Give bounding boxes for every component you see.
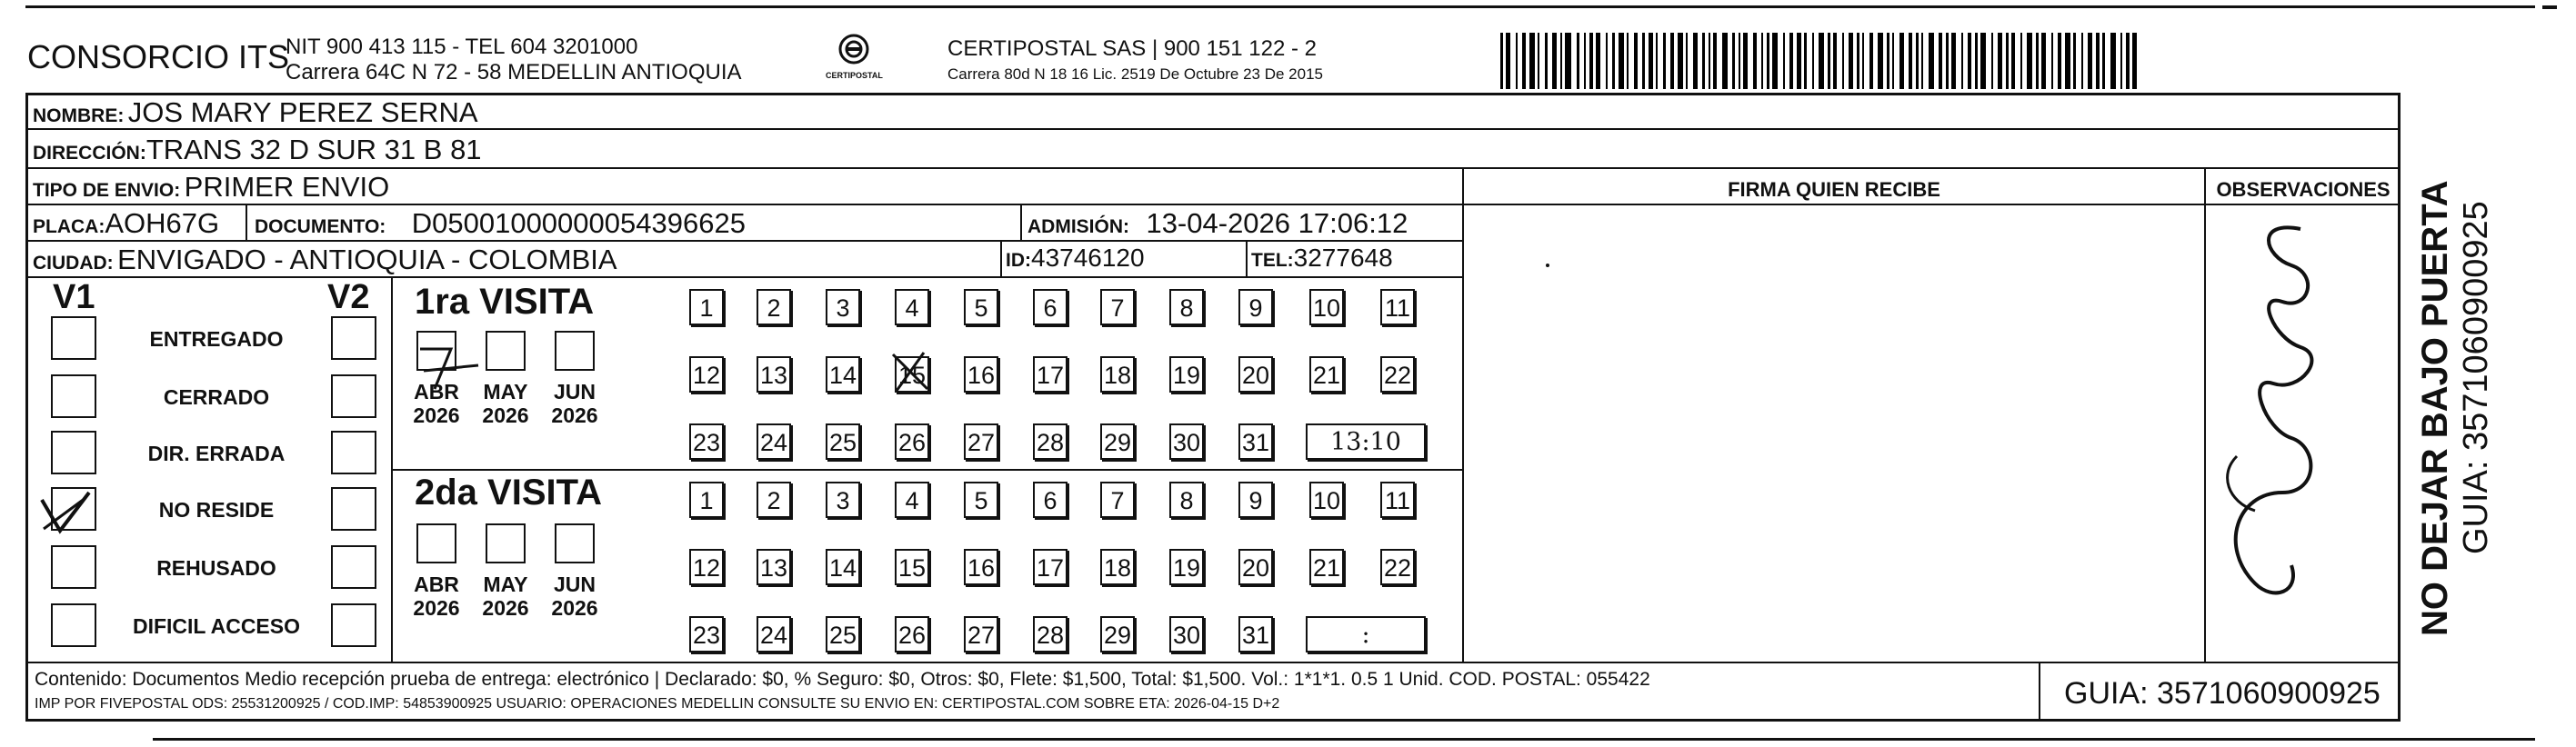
second-visit-month-checkbox[interactable] [555, 523, 595, 563]
barcode-bar [1560, 33, 1562, 89]
month-name: ABR [414, 573, 459, 596]
month-year: 2026 [413, 596, 460, 620]
barcode-bar [1761, 33, 1763, 89]
barcode-bar [1975, 33, 1978, 89]
barcode-bar [1686, 33, 1688, 89]
barcode-bar [1819, 33, 1824, 89]
bottom-rule [153, 738, 2535, 741]
second-visit-day-cell[interactable]: 8 [1169, 482, 1204, 518]
second-visit-day-cell[interactable]: 27 [964, 616, 998, 652]
status-label: REHUSADO [156, 556, 276, 580]
barcode-bar [2020, 33, 2022, 89]
placa-label: PLACA: [33, 216, 105, 237]
barcode-bar [1951, 33, 1956, 89]
second-visit-day-cell[interactable]: 25 [826, 616, 860, 652]
barcode-bar [1783, 33, 1785, 89]
second-visit-day-cell[interactable]: 23 [689, 616, 724, 652]
barcode-bar [1663, 33, 1666, 89]
first-visit-day-cell[interactable]: 10 [1309, 289, 1344, 325]
observaciones-header: OBSERVACIONES [2216, 178, 2391, 201]
barcode-bar [1753, 33, 1757, 89]
second-visit-day-cell[interactable]: 14 [826, 549, 860, 585]
imp-line: IMP POR FIVEPOSTAL ODS: 25531200925 / COD.IMP: 54853900925 USUARIO: OPERACIONES MEDELLIN CONSULTE SU ENVIO EN: CERTIPOSTAL.COM SOBRE ETA: 2026-04-15 D+2 [35, 696, 1280, 712]
month-year: 2026 [551, 596, 598, 620]
barcode-bar [1577, 33, 1579, 89]
barcode-bar [1722, 33, 1728, 89]
second-visit-day-cell[interactable]: 17 [1033, 549, 1067, 585]
barcode-bar [1961, 33, 1963, 89]
month-name: MAY [483, 573, 528, 596]
barcode-bar [1693, 33, 1698, 89]
certipostal-line: CERTIPOSTAL SAS | 900 151 122 - 2 [947, 36, 1317, 61]
barcode-bar [1634, 33, 1638, 89]
first-visit-day-cell[interactable]: 21 [1309, 356, 1344, 393]
second-visit-day-cell[interactable]: 31 [1238, 616, 1273, 652]
barcode-bar [1522, 33, 1526, 89]
barcode-bar [1516, 33, 1518, 89]
month-name: ABR [414, 380, 459, 403]
barcode-bar [1899, 33, 1904, 89]
status-label: DIR. ERRADA [147, 442, 286, 465]
first-visit-day-cell[interactable]: 27 [964, 423, 998, 460]
v2-checkbox[interactable] [331, 487, 376, 531]
certipostal-logo [826, 31, 883, 85]
documento-value: D05001000000054396625 [411, 207, 746, 239]
id-value: 43746120 [1031, 244, 1145, 272]
barcode-bar [1739, 33, 1740, 89]
barcode-bar [1916, 33, 1919, 89]
id-label: ID: [1006, 250, 1031, 271]
barcode-bar [2096, 33, 2100, 89]
first-visit-time-box[interactable]: 13:10 [1306, 423, 1426, 460]
barcode-bar [1529, 33, 1535, 89]
logo-text: CERTIPOSTAL [826, 71, 883, 80]
second-visit-day-cell[interactable]: 15 [895, 549, 929, 585]
barcode-bar [1612, 33, 1615, 89]
v1-checkbox[interactable] [51, 316, 96, 360]
barcode-bar [2011, 33, 2015, 89]
first-visit-month-checkbox[interactable] [555, 331, 595, 371]
barcode [1500, 33, 2182, 89]
first-visit-day-cell[interactable]: 22 [1380, 356, 1415, 393]
barcode-bar [1565, 33, 1571, 89]
second-visit-day-cell[interactable]: 6 [1033, 482, 1067, 518]
barcode-bar [1968, 33, 1971, 89]
barcode-bar [1869, 33, 1873, 89]
second-visit-day-cell[interactable]: 4 [895, 482, 929, 518]
v1-checkbox[interactable] [51, 431, 96, 474]
barcode-bar [1670, 33, 1674, 89]
day-15-cross-mark [887, 349, 933, 394]
barcode-bar [2110, 33, 2116, 89]
second-visit-time-box[interactable]: : [1306, 616, 1426, 652]
barcode-bar [1887, 33, 1889, 89]
status-label: NO RESIDE [158, 498, 275, 522]
handwritten-signature [2200, 202, 2337, 629]
v2-checkbox[interactable] [331, 431, 376, 474]
tel-value: 3277648 [1293, 244, 1393, 272]
barcode-bar [1596, 33, 1600, 89]
barcode-bar [1921, 33, 1923, 89]
barcode-bar [1656, 33, 1658, 89]
no-reside-check-mark [36, 487, 109, 542]
second-visit-day-cell[interactable]: 22 [1380, 549, 1415, 585]
v2-checkbox[interactable] [331, 545, 376, 589]
barcode-bar [1797, 33, 1801, 89]
second-visit-day-cell[interactable]: 12 [689, 549, 724, 585]
first-visit-day-cell[interactable]: 26 [895, 423, 929, 460]
tipo-label: TIPO DE ENVIO: [33, 180, 181, 201]
second-visit-day-cell[interactable]: 7 [1100, 482, 1135, 518]
company-name: CONSORCIO ITS [27, 38, 290, 75]
footer-guia: GUIA: 3571060900925 [2064, 676, 2381, 711]
second-visit-month-checkbox[interactable] [416, 523, 456, 563]
barcode-bar [1772, 33, 1778, 89]
barcode-bar [1833, 33, 1837, 89]
second-visit-day-cell[interactable]: 13 [757, 549, 791, 585]
nombre-label: NOMBRE: [33, 105, 125, 126]
first-visit-day-cell[interactable]: 6 [1033, 289, 1067, 325]
ciudad-value: ENVIGADO - ANTIOQUIA - COLOMBIA [117, 244, 617, 275]
barcode-bar [1732, 33, 1735, 89]
barcode-bar [2132, 33, 2137, 89]
documento-label: DOCUMENTO: [255, 216, 386, 237]
barcode-bar [2027, 33, 2032, 89]
first-visit-day-cell[interactable]: 7 [1100, 289, 1135, 325]
barcode-bar [1857, 33, 1859, 89]
first-visit-day-cell[interactable]: 29 [1100, 423, 1135, 460]
month-name: JUN [553, 573, 596, 596]
barcode-bar [2073, 33, 2076, 89]
month-year: 2026 [482, 403, 529, 427]
barcode-bar [2036, 33, 2039, 89]
first-visit-day-cell[interactable]: 5 [964, 289, 998, 325]
status-label: DIFICIL ACCESO [132, 614, 300, 638]
contenido-line: Contenido: Documentos Medio recepción prueba de entrega: electrónico | Declarado: $0, % Seguro: $0, Otros: $0, Flete: $1,500, Total: $1,500. Vol.: 1*1*1. 0.5 1 Unid. COD. POSTAL: 055422 [35, 669, 1650, 690]
barcode-bar [1929, 33, 1934, 89]
second-visit-day-cell[interactable]: 3 [826, 482, 860, 518]
placa-value: AOH67G [105, 207, 220, 239]
first-visit-day-cell[interactable]: 3 [826, 289, 860, 325]
first-visit-day-cell[interactable]: 9 [1238, 289, 1273, 325]
first-visit-day-cell[interactable]: 17 [1033, 356, 1067, 393]
barcode-bar [1828, 33, 1830, 89]
first-visit-day-cell[interactable]: 23 [689, 423, 724, 460]
second-visit-day-cell[interactable]: 16 [964, 549, 998, 585]
second-visit-month-label [409, 573, 464, 620]
first-visit-day-cell[interactable]: 16 [964, 356, 998, 393]
v2-label: V2 [327, 278, 370, 316]
barcode-bar [2126, 33, 2130, 89]
firma-dot [1546, 264, 1549, 267]
barcode-bar [1538, 33, 1539, 89]
status-label: CERRADO [163, 385, 270, 409]
top-rule [25, 5, 2535, 8]
first-visit-day-cell[interactable]: 13 [757, 356, 791, 393]
barcode-bar [1980, 33, 1986, 89]
barcode-bar [1627, 33, 1629, 89]
second-visit-day-cell[interactable]: 9 [1238, 482, 1273, 518]
no-dejar-bajo-puerta: NO DEJAR BAJO PUERTA [2415, 180, 2455, 636]
second-visit-month-label [478, 573, 533, 620]
barcode-bar [2006, 33, 2009, 89]
tipo-value: PRIMER ENVIO [184, 171, 390, 203]
month-year: 2026 [551, 403, 598, 427]
first-visit-day-cell[interactable]: 30 [1169, 423, 1204, 460]
second-visit-day-cell[interactable]: 5 [964, 482, 998, 518]
second-visit-day-cell[interactable]: 19 [1169, 549, 1204, 585]
barcode-bar [1862, 33, 1864, 89]
second-visit-month-label [547, 573, 602, 620]
firma-header: FIRMA QUIEN RECIBE [1728, 178, 1940, 201]
v2-checkbox[interactable] [331, 603, 376, 647]
second-visit-day-cell[interactable]: 1 [689, 482, 724, 518]
first-visit-day-cell[interactable]: 14 [826, 356, 860, 393]
admision-label: ADMISIÓN: [1027, 216, 1129, 237]
status-label: ENTREGADO [149, 327, 284, 351]
barcode-bar [1804, 33, 1807, 89]
barcode-bar [2058, 33, 2061, 89]
v2-checkbox[interactable] [331, 316, 376, 360]
barcode-bar [1743, 33, 1748, 89]
second-visit-title: 2da VISITA [415, 473, 602, 513]
month-name: MAY [483, 380, 528, 403]
admision-value: 13-04-2026 17:06:12 [1146, 207, 1408, 239]
first-visit-day-cell[interactable]: 20 [1238, 356, 1273, 393]
certipostal-address: Carrera 80d N 18 16 Lic. 2519 De Octubre 23 De 2015 [947, 65, 1323, 83]
barcode-bar [1946, 33, 1949, 89]
barcode-bar [2041, 33, 2046, 89]
barcode-bar [1584, 33, 1586, 89]
barcode-bar [1589, 33, 1593, 89]
first-visit-day-cell[interactable]: 11 [1380, 289, 1415, 325]
nit-line: NIT 900 413 115 - TEL 604 3201000 [286, 35, 638, 59]
first-visit-day-cell[interactable]: 8 [1169, 289, 1204, 325]
ciudad-label: CIUDAD: [33, 253, 114, 274]
barcode-bar [1892, 33, 1894, 89]
first-visit-day-cell[interactable]: 15 [895, 356, 929, 393]
month-year: 2026 [413, 403, 460, 427]
direccion-label: DIRECCIÓN: [33, 143, 146, 164]
first-visit-day-cell[interactable]: 2 [757, 289, 791, 325]
first-visit-day-cell[interactable]: 4 [895, 289, 929, 325]
first-visit-day-cell[interactable]: 18 [1100, 356, 1135, 393]
barcode-bar [2051, 33, 2053, 89]
barcode-bar [1842, 33, 1844, 89]
barcode-bar [1500, 33, 1503, 89]
barcode-bar [1878, 33, 1883, 89]
barcode-bar [1998, 33, 2002, 89]
barcode-bar [1702, 33, 1705, 89]
barcode-bar [2120, 33, 2122, 89]
month-name: JUN [553, 380, 596, 403]
barcode-bar [1619, 33, 1624, 89]
second-visit-day-cell[interactable]: 11 [1380, 482, 1415, 518]
barcode-bar [1606, 33, 1608, 89]
nombre-value: JOS MARY PEREZ SERNA [127, 96, 478, 128]
handwritten-month-mark [415, 342, 506, 396]
barcode-bar [2065, 33, 2070, 89]
first-visit-day-cell[interactable]: 1 [689, 289, 724, 325]
barcode-bar [1678, 33, 1683, 89]
barcode-bar [1506, 33, 1510, 89]
v1-checkbox[interactable] [51, 374, 96, 418]
month-year: 2026 [482, 596, 529, 620]
barcode-bar [1552, 33, 1557, 89]
side-edge-mark [2542, 5, 2557, 9]
second-visit-day-cell[interactable]: 10 [1309, 482, 1344, 518]
barcode-bar [1767, 33, 1769, 89]
barcode-bar [1849, 33, 1853, 89]
first-visit-day-cell[interactable]: 12 [689, 356, 724, 393]
second-visit-day-cell[interactable]: 18 [1100, 549, 1135, 585]
company-address: Carrera 64C N 72 - 58 MEDELLIN ANTIOQUIA [286, 60, 742, 85]
barcode-bar [1649, 33, 1653, 89]
barcode-bar [1642, 33, 1645, 89]
v2-checkbox[interactable] [331, 374, 376, 418]
second-visit-day-cell[interactable]: 28 [1033, 616, 1067, 652]
barcode-bar [1939, 33, 1942, 89]
second-visit-day-cell[interactable]: 30 [1169, 616, 1204, 652]
v1-label: V1 [53, 278, 95, 316]
second-visit-day-cell[interactable]: 24 [757, 616, 791, 652]
direccion-value: TRANS 32 D SUR 31 B 81 [145, 134, 482, 165]
barcode-bar [1909, 33, 1912, 89]
first-visit-title: 1ra VISITA [415, 282, 595, 322]
barcode-bar [1812, 33, 1814, 89]
barcode-bar [1991, 33, 1993, 89]
barcode-bar [2088, 33, 2092, 89]
second-visit-day-cell[interactable]: 26 [895, 616, 929, 652]
first-visit-day-cell[interactable]: 28 [1033, 423, 1067, 460]
second-visit-day-cell[interactable]: 20 [1238, 549, 1273, 585]
first-visit-day-cell[interactable]: 19 [1169, 356, 1204, 393]
barcode-bar [2081, 33, 2083, 89]
barcode-bar [1789, 33, 1793, 89]
side-guia: GUIA: 3571060900925 [2457, 201, 2495, 554]
v1-checkbox[interactable] [51, 603, 96, 647]
first-visit-day-cell[interactable]: 24 [757, 423, 791, 460]
first-visit-month-label [547, 380, 602, 427]
tel-label: TEL: [1251, 250, 1294, 271]
second-visit-month-checkbox[interactable] [486, 523, 526, 563]
barcode-bar [2102, 33, 2105, 89]
first-visit-day-cell[interactable]: 31 [1238, 423, 1273, 460]
second-visit-day-cell[interactable]: 21 [1309, 549, 1344, 585]
second-visit-day-cell[interactable]: 2 [757, 482, 791, 518]
barcode-bar [1713, 33, 1717, 89]
barcode-bar [1709, 33, 1710, 89]
second-visit-day-cell[interactable]: 29 [1100, 616, 1135, 652]
v1-checkbox[interactable] [51, 545, 96, 589]
barcode-bar [1545, 33, 1548, 89]
first-visit-day-cell[interactable]: 25 [826, 423, 860, 460]
